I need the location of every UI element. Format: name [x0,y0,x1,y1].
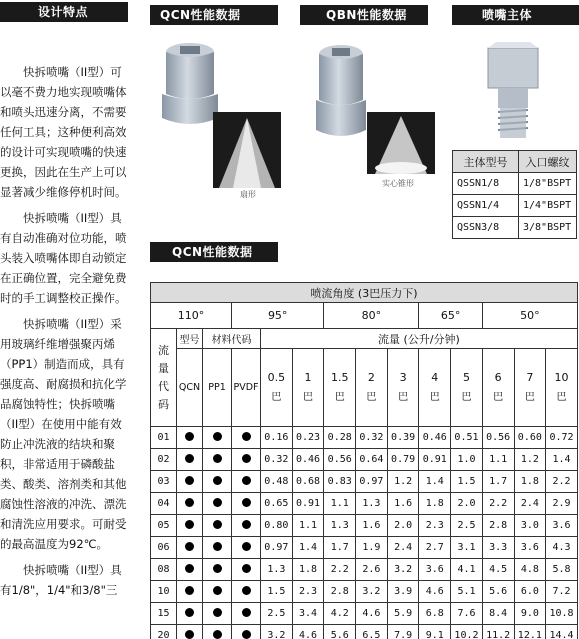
body-model-cell: QSSN3/8 [453,217,519,239]
flow-value-cell: 10.8 [546,603,578,625]
flow-value-cell: 0.32 [261,449,293,471]
material-header: 材料代码 [203,329,261,349]
availability-cell [177,449,203,471]
table-row [151,427,578,449]
availability-dot [185,608,194,617]
spray-angle-title-row [151,283,578,303]
pressure-value: 10 [554,370,569,384]
pressure-unit: 巴 [271,391,282,403]
availability-dot [185,520,194,529]
flow-code-cell: 15 [151,603,177,625]
flow-value-cell: 11.2 [482,625,514,639]
design-paragraph: 快拆喷嘴（II型）具有自动准确对位功能，喷头装入喷嘴体即自动锁定在正确位置，完全避免费时的手工调整校正操作。 [0,211,127,305]
flow-value-cell: 0.68 [292,471,324,493]
table-row [151,449,578,471]
flow-value-cell: 1.5 [451,471,483,493]
availability-cell [177,625,203,639]
availability-dot [242,432,251,441]
availability-dot [213,586,222,595]
spray-angle-cell: 50° [482,303,577,329]
flow-value-cell: 1.3 [356,493,388,515]
pressure-unit: 巴 [524,391,535,403]
flow-value-cell: 3.6 [419,559,451,581]
pressure-unit: 巴 [398,391,409,403]
flow-value-cell: 2.0 [387,515,419,537]
availability-cell [177,537,203,559]
availability-cell [177,603,203,625]
flow-value-cell: 1.1 [292,515,324,537]
flow-value-cell: 4.6 [419,581,451,603]
availability-cell [232,449,261,471]
availability-dot [213,476,222,485]
header-design: 设计特点 [0,2,128,22]
flow-value-cell: 2.3 [419,515,451,537]
flow-value-cell: 1.6 [387,493,419,515]
flow-value-cell: 1.3 [261,559,293,581]
col-header-inlet-thread: 入口螺纹 [519,151,577,173]
availability-cell [232,625,261,639]
design-paragraph: 快拆喷嘴（II型）具有1/8"，1/4"和3/8"三 [0,563,122,597]
flow-value-cell: 2.5 [451,515,483,537]
pressure-header [546,349,578,427]
availability-dot [213,542,222,551]
availability-dot [242,608,251,617]
availability-cell [232,427,261,449]
header-qcn-data-2: QCN性能数据 [150,242,278,262]
availability-cell [203,581,232,603]
availability-dot [185,498,194,507]
flow-code-header [151,329,177,427]
pressure-header [514,349,546,427]
flow-value-cell: 2.5 [261,603,293,625]
availability-dot [213,432,222,441]
design-paragraph: 快拆喷嘴（II型）可以毫不费力地实现喷嘴体和喷头迅速分离，不需要任何工具；这种便利高效的设计可实现喷嘴的快速更换，因此在生产上可以显著减少维修停机时间。 [0,65,127,199]
flow-value-cell: 3.4 [292,603,324,625]
pressure-header [261,349,293,427]
availability-dot [213,564,222,573]
availability-cell [232,515,261,537]
flow-value-cell: 0.97 [356,471,388,493]
flow-value-cell: 2.9 [546,493,578,515]
flow-value-cell: 1.2 [387,471,419,493]
flow-value-cell: 0.91 [419,449,451,471]
flow-value-cell: 3.3 [482,537,514,559]
availability-dot [185,432,194,441]
flow-value-cell: 8.4 [482,603,514,625]
flow-value-cell: 3.9 [387,581,419,603]
availability-cell [177,493,203,515]
spray-angle-cell: 65° [419,303,482,329]
flow-code-cell: 01 [151,427,177,449]
table-header-row [453,151,577,173]
flow-value-cell: 1.4 [419,471,451,493]
flow-value-cell: 5.6 [482,581,514,603]
availability-cell [203,625,232,639]
flow-value-cell: 6.8 [419,603,451,625]
flow-value-cell: 4.2 [324,603,356,625]
flow-code-cell: 05 [151,515,177,537]
flow-value-cell: 6.0 [514,581,546,603]
availability-cell [203,537,232,559]
flow-value-cell: 3.2 [387,559,419,581]
pressure-unit: 巴 [334,391,345,403]
flow-value-cell: 3.2 [261,625,293,639]
flow-value-cell: 0.91 [292,493,324,515]
pressure-value: 2 [367,370,375,384]
availability-cell [232,493,261,515]
pressure-value: 1.5 [330,370,349,384]
cone-caption: 实心锥形 [382,179,414,188]
pressure-unit: 巴 [556,391,567,403]
flow-code-cell: 06 [151,537,177,559]
availability-dot [242,476,251,485]
flow-value-cell: 14.4 [546,625,578,639]
flow-value-cell: 2.8 [324,581,356,603]
availability-dot [242,586,251,595]
pressure-value: 4 [431,370,439,384]
flow-value-cell: 1.7 [324,537,356,559]
pressure-unit: 巴 [303,391,314,403]
availability-cell [203,493,232,515]
flow-code-cell: 08 [151,559,177,581]
header-qcn-data: QCN性能数据 [150,5,278,25]
flow-value-cell: 9.1 [419,625,451,639]
pressure-header [482,349,514,427]
flow-value-cell: 0.65 [261,493,293,515]
table-row [453,217,577,239]
table-row [151,537,578,559]
flow-code-cell: 02 [151,449,177,471]
flow-value-cell: 0.72 [546,427,578,449]
availability-dot [242,498,251,507]
flow-value-cell: 1.1 [324,493,356,515]
inlet-thread-cell: 1/4"BSPT [519,195,577,217]
flow-value-cell: 2.2 [324,559,356,581]
pressure-value: 3 [399,370,407,384]
flow-value-cell: 4.5 [482,559,514,581]
flow-value-cell: 0.80 [261,515,293,537]
pressure-unit: 巴 [461,391,472,403]
availability-cell [232,603,261,625]
availability-cell [232,471,261,493]
flow-value-cell: 1.4 [292,537,324,559]
flow-code-cell: 04 [151,493,177,515]
spray-angle-cell: 95° [232,303,324,329]
flow-value-cell: 4.1 [451,559,483,581]
material-name-header: PVDF [232,349,261,427]
availability-dot [185,586,194,595]
flow-value-cell: 0.46 [419,427,451,449]
availability-cell [203,449,232,471]
flow-value-cell: 3.6 [546,515,578,537]
availability-dot [185,564,194,573]
pressure-value: 0.5 [267,370,286,384]
flow-value-cell: 0.64 [356,449,388,471]
pressure-unit: 巴 [429,391,440,403]
availability-dot [213,630,222,639]
pressure-unit: 巴 [493,391,504,403]
flow-value-cell: 4.8 [514,559,546,581]
availability-cell [177,559,203,581]
model-header: 型号 [177,329,203,349]
flow-value-cell: 5.8 [546,559,578,581]
body-model-cell: QSSN1/8 [453,173,519,195]
inlet-thread-cell: 3/8"BSPT [519,217,577,239]
availability-dot [213,498,222,507]
table-row [151,515,578,537]
flow-value-cell: 0.97 [261,537,293,559]
spray-angle-cell: 110° [151,303,232,329]
flow-value-cell: 3.1 [451,537,483,559]
column-group-header-row [151,329,578,349]
fan-spray-photo [213,112,281,188]
table-row [151,581,578,603]
pressure-unit: 巴 [366,391,377,403]
flow-value-cell: 0.32 [356,427,388,449]
flow-value-cell: 5.6 [324,625,356,639]
model-name-header: QCN [177,349,203,427]
flow-value-cell: 3.2 [356,581,388,603]
flow-value-cell: 2.8 [482,515,514,537]
flow-value-cell: 2.4 [387,537,419,559]
flow-code-cell: 10 [151,581,177,603]
flow-value-cell: 0.83 [324,471,356,493]
flow-value-cell: 0.56 [324,449,356,471]
flow-code-char: 流 [158,343,169,357]
availability-dot [185,630,194,639]
flow-value-cell: 1.7 [482,471,514,493]
flow-value-cell: 1.0 [451,449,483,471]
cone-spray-photo [367,112,435,174]
availability-cell [203,427,232,449]
pressure-value: 6 [494,370,502,384]
header-nozzle-body: 喷嘴主体 [452,5,579,25]
spray-angle-title: 喷流角度 (3巴压力下) [151,283,578,303]
flow-code-char: 代 [158,379,169,393]
nozzle-body-table [452,150,577,239]
flow-value-cell: 0.48 [261,471,293,493]
pressure-value: 5 [462,370,470,384]
flow-code-char: 量 [158,361,169,375]
table-row [151,493,578,515]
availability-dot [242,630,251,639]
flow-value-cell: 7.2 [546,581,578,603]
flow-value-cell: 3.0 [514,515,546,537]
pressure-header [356,349,388,427]
availability-dot [213,454,222,463]
flow-value-cell: 2.2 [546,471,578,493]
nozzle-body-photo [482,38,544,143]
flow-value-cell: 1.8 [292,559,324,581]
availability-cell [203,559,232,581]
flow-value-cell: 7.6 [451,603,483,625]
availability-cell [177,515,203,537]
body-model-cell: QSSN1/4 [453,195,519,217]
spray-angle-cell: 80° [324,303,419,329]
pressure-header [419,349,451,427]
col-header-body-model: 主体型号 [453,151,519,173]
flow-value-cell: 0.46 [292,449,324,471]
pressure-header-row [151,349,578,427]
flow-value-cell: 0.23 [292,427,324,449]
flow-value-cell: 2.0 [451,493,483,515]
flow-value-cell: 2.6 [356,559,388,581]
flow-value-cell: 4.6 [356,603,388,625]
flow-value-cell: 5.9 [387,603,419,625]
pressure-header [387,349,419,427]
qcn-performance-table [150,282,578,639]
flow-code-char: 码 [158,397,169,411]
flow-value-cell: 2.7 [419,537,451,559]
flow-value-cell: 4.3 [546,537,578,559]
flow-code-cell: 03 [151,471,177,493]
qbn-nozzle-photo [306,40,376,145]
flow-value-cell: 0.56 [482,427,514,449]
flow-value-cell: 0.28 [324,427,356,449]
flow-value-cell: 4.6 [292,625,324,639]
availability-cell [177,581,203,603]
availability-cell [232,581,261,603]
flow-value-cell: 2.2 [482,493,514,515]
inlet-thread-cell: 1/8"BSPT [519,173,577,195]
flow-value-cell: 12.1 [514,625,546,639]
table-row [453,173,577,195]
availability-cell [232,559,261,581]
flow-value-cell: 1.3 [324,515,356,537]
design-description [0,62,128,600]
flow-value-cell: 1.8 [514,471,546,493]
availability-dot [185,476,194,485]
flow-value-cell: 3.6 [514,537,546,559]
flow-value-cell: 0.51 [451,427,483,449]
flow-value-cell: 7.9 [387,625,419,639]
fan-caption: 扇形 [240,190,256,199]
flow-code-cell: 20 [151,625,177,639]
availability-dot [185,542,194,551]
flow-value-cell: 5.1 [451,581,483,603]
flow-value-cell: 6.5 [356,625,388,639]
table-row [151,625,578,639]
availability-dot [242,542,251,551]
spray-angle-row [151,303,578,329]
availability-dot [242,520,251,529]
flow-value-cell: 2.3 [292,581,324,603]
availability-cell [232,537,261,559]
flow-value-cell: 1.1 [482,449,514,471]
table-row [151,559,578,581]
table-row [151,471,578,493]
pressure-value: 1 [304,370,312,384]
flow-value-cell: 9.0 [514,603,546,625]
availability-cell [177,427,203,449]
material-name-header: PP1 [203,349,232,427]
flow-value-cell: 1.4 [546,449,578,471]
flow-value-cell: 1.2 [514,449,546,471]
flow-value-cell: 0.79 [387,449,419,471]
availability-cell [203,471,232,493]
availability-cell [177,471,203,493]
table-row [151,603,578,625]
availability-dot [213,520,222,529]
header-qbn-data: QBN性能数据 [300,5,428,25]
pressure-header [324,349,356,427]
flow-value-cell: 2.4 [514,493,546,515]
availability-cell [203,603,232,625]
flow-value-cell: 0.60 [514,427,546,449]
flow-value-cell: 10.2 [451,625,483,639]
flow-value-cell: 1.9 [356,537,388,559]
flow-value-cell: 0.16 [261,427,293,449]
flow-value-cell: 1.5 [261,581,293,603]
flow-header: 流量 (公升/分钟) [261,329,578,349]
availability-dot [242,564,251,573]
design-paragraph: 快拆喷嘴（II型）采用玻璃纤维增强聚丙烯（PP1）制造而成，具有强度高、耐腐损和抗化学品腐蚀特性；快拆喷嘴（II型）在使用中能有效防止冲洗液的结块和聚积，非常适用于磷酸盐类、酸类、溶剂类和其他腐蚀性溶液的冲洗、漂洗和清洗应用要求。可耐受的最高温度为92℃。 [0,317,127,551]
flow-value-cell: 1.8 [419,493,451,515]
flow-value-cell: 1.6 [356,515,388,537]
availability-dot [213,608,222,617]
pressure-value: 7 [526,370,534,384]
availability-dot [242,454,251,463]
pressure-header [451,349,483,427]
pressure-header [292,349,324,427]
flow-value-cell: 0.39 [387,427,419,449]
availability-cell [203,515,232,537]
availability-dot [185,454,194,463]
table-row [453,195,577,217]
